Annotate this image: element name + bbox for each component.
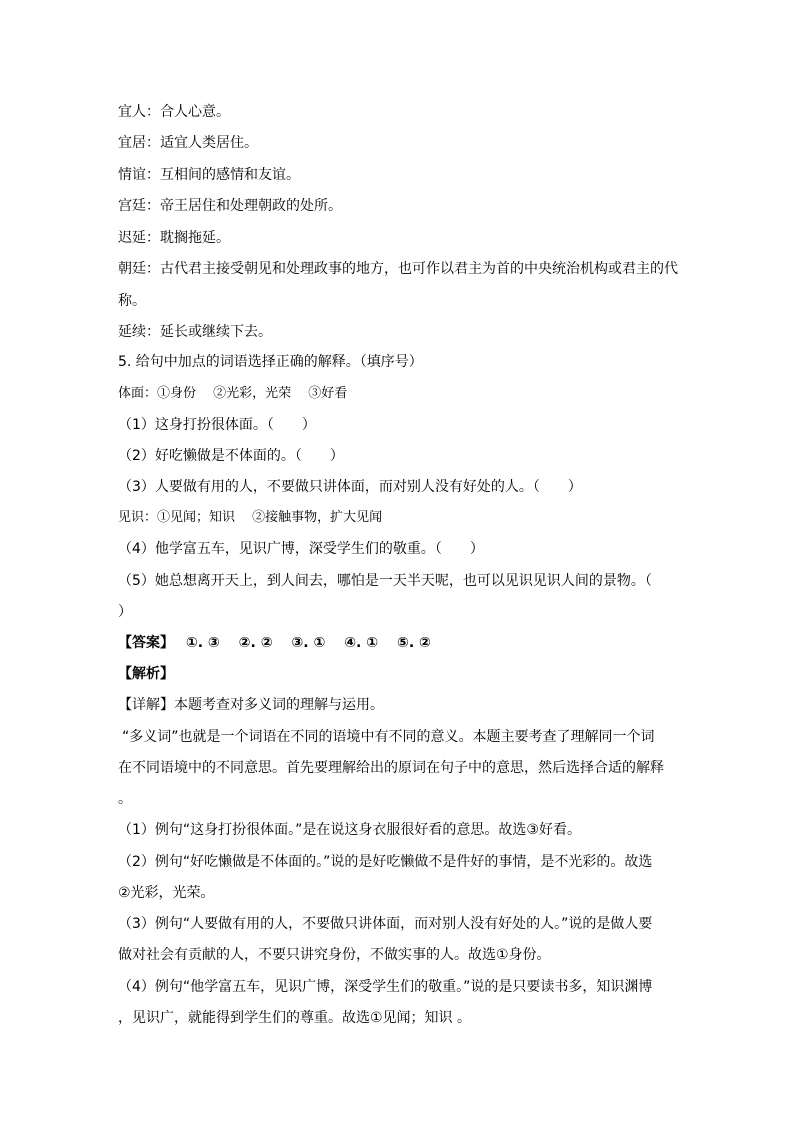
explanation-item-3: （3）例句“人要做有用的人，不要做只讲体面，而对别人没有好处的人。”说的是做人要 (118, 916, 653, 932)
answer-line: 【答案】 ①. ③ ②. ② ③. ① ④. ① ⑤. ② (118, 635, 431, 651)
definition-chaoting: 朝廷：古代君主接受朝见和处理政事的地方，也可作以君主为首的中央统治机构或君主的代 (118, 261, 678, 277)
definition-chiyan: 迟延：耽搁拖延。 (118, 230, 230, 246)
explanation-para-1: “多义词”也就是一个词语在不同的语境中有不同的意义。本题主要考查了理解同一个词 (122, 729, 655, 745)
definition-chaoting-cont: 称。 (118, 293, 146, 309)
detail-intro: 【详解】本题考查对多义词的理解与运用。 (118, 697, 384, 713)
analysis-heading: 【解析】 (118, 666, 174, 682)
option-timian: 体面：①身份 ②光彩，光荣 ③好看 (118, 386, 348, 401)
definition-yanxu: 延续：延长或继续下去。 (118, 324, 272, 340)
definition-yiren: 宜人：合人心意。 (118, 104, 230, 120)
question-item-5-cont: ） (118, 604, 132, 620)
definition-gongting: 宫廷：帝王居住和处理朝政的处所。 (118, 198, 342, 214)
question-item-4: （4）他学富五车，见识广博，深受学生们的敬重。（ ） (118, 541, 484, 557)
explanation-item-3-cont: 做对社会有贡献的人，不要只讲究身份，不做实事的人。故选①身份。 (118, 947, 551, 963)
question-item-3: （3）人要做有用的人，不要做只讲体面，而对别人没有好处的人。（ ） (118, 479, 582, 495)
question-5-title: 5. 给句中加点的词语选择正确的解释。（填序号） (118, 354, 423, 370)
explanation-item-1: （1）例句“这身打扮很体面。”是在说这身衣服很好看的意思。故选③好看。 (118, 822, 581, 838)
explanation-para-2: 在不同语境中的不同意思。首先要理解给出的原词在句子中的意思，然后选择合适的解释 (118, 760, 664, 776)
explanation-item-2-cont: ②光彩，光荣。 (118, 885, 215, 901)
explanation-item-4-cont: ，见识广，就能得到学生们的尊重。故选①见闻；知识 。 (118, 1010, 471, 1026)
question-item-2: （2）好吃懒做是不体面的。（ ） (118, 448, 344, 464)
question-item-1: （1）这身打扮很体面。（ ） (118, 417, 316, 433)
option-jianshi: 见识：①见闻；知识 ②接触事物，扩大见闻 (118, 510, 383, 525)
explanation-item-2: （2）例句“好吃懒做是不体面的。”说的是好吃懒做不是件好的事情，是不光彩的。故选 (118, 854, 653, 870)
definition-yiju: 宜居：适宜人类居住。 (118, 135, 258, 151)
question-item-5: （5）她总想离开天上，到人间去，哪怕是一天半天呢，也可以见识见识人间的景物。（ (118, 573, 652, 589)
explanation-item-4: （4）例句“他学富五车，见识广博，深受学生们的敬重。”说的是只要读书多，知识渊博 (118, 979, 653, 995)
explanation-para-3: 。 (118, 791, 132, 807)
definition-qingyi: 情谊：互相间的感情和友谊。 (118, 167, 300, 183)
